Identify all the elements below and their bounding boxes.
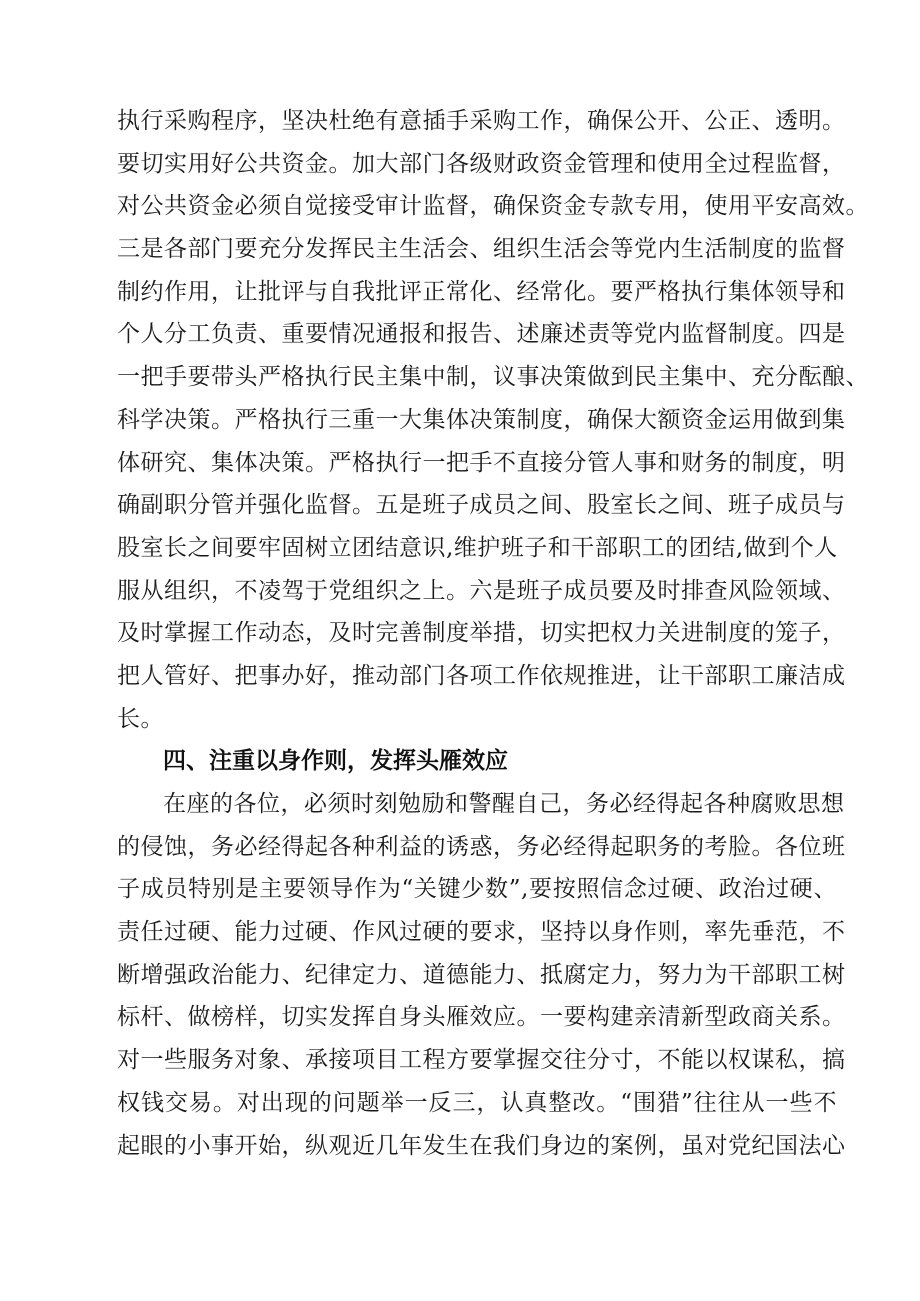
paragraph-line: 确副职分管并强化监督。五是班子成员之间、股室长之间、班子成员与 [117,492,846,519]
paragraph-line: 的侵蚀，务必经得起各种利益的诱惑，务必经得起职务的考脸。各位班 [117,833,846,860]
paragraph-line: 科学决策。严格执行三重一大集体决策制度，确保大额资金运用做到集 [117,406,846,433]
paragraph-line: 子成员特别是主要领导作为“关键少数”,要按照信念过硬、政治过硬、 [117,876,837,903]
paragraph-line: 标杆、做榜样，切实发挥自身头雁效应。一要构建亲清新型政商关系。 [117,1004,846,1031]
paragraph-line: 一把手要带头严格执行民主集中制，议事决策做到民主集中、充分酝酿、 [117,364,869,391]
paragraph-line: 及时掌握工作动态，及时完善制度举措，切实把权力关进制度的笼子， [117,620,846,647]
paragraph-line: 断增强政治能力、纪律定力、道德能力、抵腐定力，努力为干部职工树 [117,961,846,988]
paragraph-line: 把人管好、把事办好，推动部门各项工作依规推进，让干部职工廉洁成 [117,662,846,689]
paragraph-line: 长。 [117,705,164,732]
paragraph-line: 要切实用好公共资金。加大部门各级财政资金管理和使用全过程监督， [117,150,846,177]
paragraph-line: 体研究、集体决策。严格执行一把手不直接分管人事和财务的制度，明 [117,449,846,476]
paragraph-line: 权钱交易。对出现的问题举一反三，认真整改。“围猎”往往从一些不 [117,1089,837,1116]
paragraph-line: 服从组织，不凌驾于党组织之上。六是班子成员要及时排查风险领域、 [117,577,846,604]
paragraph-line: 三是各部门要充分发挥民主生活会、组织生活会等党内生活制度的监督 [117,236,846,263]
paragraph-line: 在座的各位，必须时刻勉励和警醒自己，务必经得起各种腐败思想 [163,791,845,817]
document-body [117,100,869,1167]
paragraph-line: 责任过硬、能力过硬、作风过硬的要求，坚持以身作则，率先垂范，不 [117,919,846,946]
section-heading: 四、注重以身作则，发挥头雁效应 [163,748,508,775]
paragraph-line: 个人分工负责、重要情况通报和报告、述廉述责等党内监督制度。四是 [117,321,846,348]
paragraph-line: 起眼的小事开始，纵观近几年发生在我们身边的案例，虽对党纪国法心 [117,1132,846,1159]
paragraph-line: 对公共资金必须自觉接受审计监督，确保资金专款专用，使用平安高效。 [117,193,869,220]
paragraph-line: 执行采购程序，坚决杜绝有意插手采购工作，确保公开、公正、透明。 [117,108,846,134]
paragraph-line: 制约作用，让批评与自我批评正常化、经常化。要严格执行集体领导和 [117,278,846,305]
paragraph-line: 股室长之间要牢固树立团结意识,维护班子和干部职工的团结,做到个人 [117,534,838,561]
paragraph-line: 对一些服务对象、承接项目工程方要掌握交往分寸，不能以权谋私，搞 [117,1047,846,1074]
